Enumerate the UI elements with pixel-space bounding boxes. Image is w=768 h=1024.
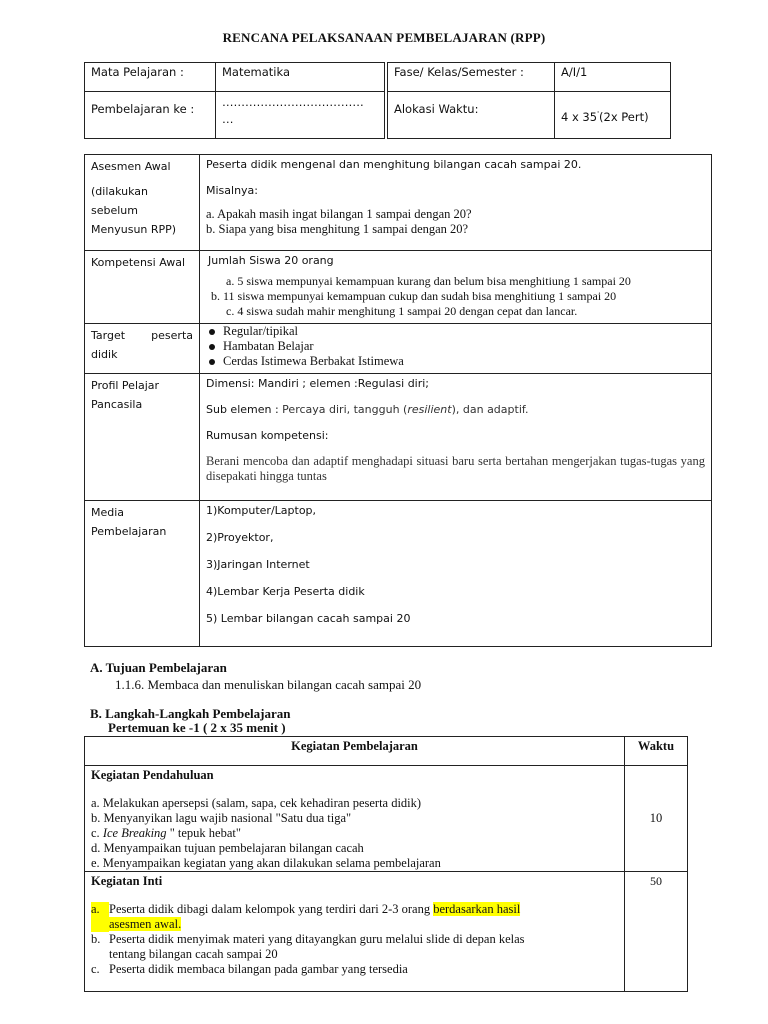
pendahuluan-cell — [85, 766, 625, 872]
media-label: Media Pembelajaran — [85, 501, 200, 647]
misalnya: Misalnya: — [206, 184, 259, 197]
asesmen-label-2: (dilakukan sebelum Menyusun RPP) — [91, 185, 177, 236]
inti-waktu: 50 — [625, 872, 688, 992]
target-item: Hambatan Belajar — [206, 339, 705, 354]
activity-table — [84, 736, 688, 992]
question-a: a. Apakah masih ingat bilangan 1 sampai dengan 20? — [206, 207, 472, 221]
pendahuluan-waktu: 10 — [625, 766, 688, 872]
profil-label: Profil Pelajar Pancasila — [85, 374, 200, 501]
asesmen-label — [85, 155, 200, 251]
media-item: 1)Komputer/Laptop, — [206, 504, 317, 517]
bullet-icon — [209, 359, 215, 365]
question-b: b. Siapa yang bisa menghitung 1 sampai dengan 20? — [206, 222, 469, 236]
kompetensi-a: a. 5 siswa mempunyai kemampuan kurang dan belum bisa menghitiung 1 sampai 20 — [226, 274, 631, 288]
media-item: 2)Proyektor, — [206, 531, 274, 544]
sub-elemen — [206, 403, 705, 416]
alokasi-value — [555, 92, 671, 139]
mapel-value: Matematika — [216, 63, 385, 92]
tujuan-heading: A. Tujuan Pembelajaran — [90, 660, 227, 675]
asesmen-label-1: Asesmen Awal — [91, 160, 171, 173]
pembelajaran-label: Pembelajaran ke : — [85, 92, 216, 139]
inti-c-marker: c. — [91, 962, 100, 976]
target-item: Regular/tipikal — [206, 324, 705, 339]
pembelajaran-dots-2: … — [222, 112, 234, 126]
col-waktu-header: Waktu — [625, 737, 688, 766]
jumlah-siswa: Jumlah Siswa 20 orang — [208, 254, 334, 267]
inti-title: Kegiatan Inti — [91, 874, 163, 888]
inti-a-text: Peserta didik dibagi dalam kelompok yang terdiri dari 2-3 orang — [109, 902, 434, 916]
inti-a-marker: a. — [91, 902, 109, 932]
fase-value: A/I/1 — [555, 63, 671, 92]
inti-cell — [85, 872, 625, 992]
sub-elemen-italic: resilient — [407, 403, 452, 416]
assessment-table — [84, 154, 712, 647]
mapel-label: Mata Pelajaran : — [85, 63, 216, 92]
document-title: RENCANA PELAKSANAAN PEMBELAJARAN (RPP) — [222, 30, 546, 45]
inti-b-marker: b. — [91, 932, 101, 946]
sub-elemen-value-end: ), dan adaptif. — [451, 403, 529, 416]
target-label-2: peserta — [151, 329, 193, 342]
media-content — [200, 501, 712, 647]
pendahuluan-title: Kegiatan Pendahuluan — [91, 768, 214, 782]
pendahuluan-item: a. Melakukan apersepsi (salam, sapa, cek kehadiran peserta didik) — [91, 796, 422, 810]
media-item: 3)Jaringan Internet — [206, 558, 310, 571]
langkah-heading: B. Langkah-Langkah Pembelajaran — [90, 706, 291, 721]
rumusan-label: Rumusan kompetensi: — [206, 429, 329, 442]
pendahuluan-item: b. Menyanyikan lagu wajib nasional "Satu dua tiga" — [91, 811, 352, 825]
inti-item-a — [91, 902, 618, 932]
inti-a-highlight: asesmen awal. — [109, 917, 182, 931]
sub-elemen-label: Sub elemen : — [206, 403, 279, 416]
pembelajaran-dots-1: ………………………………. — [222, 95, 364, 109]
bullet-icon — [209, 329, 215, 335]
inti-a-highlight: berdasarkan hasil — [433, 902, 521, 916]
target-label-1: Target — [91, 329, 126, 342]
target-label — [85, 324, 200, 374]
pendahuluan-item: e. Menyampaikan kegiatan yang akan dilakukan selama pembelajaran — [91, 856, 441, 870]
profil-content — [200, 374, 712, 501]
inti-b-text: tentang bilangan cacah sampai 20 — [109, 947, 278, 961]
alokasi-main: 4 x 35 — [561, 110, 598, 124]
pembelajaran-value — [216, 92, 385, 139]
media-item: 4)Lembar Kerja Peserta didik — [206, 585, 365, 598]
rumusan-text: Berani mencoba dan adaptif menghadapi situasi baru serta bertahan mengerjakan tugas-tugas yang disepakati hingga tuntas — [206, 454, 705, 483]
pendahuluan-item: c. Ice Breaking " tepuk hebat" — [91, 826, 241, 840]
target-label-3: didik — [91, 348, 118, 361]
pertemuan-heading: Pertemuan ke -1 ( 2 x 35 menit ) — [108, 720, 286, 735]
target-content — [200, 324, 712, 374]
inti-item-c — [91, 962, 618, 977]
inti-item-b — [91, 932, 618, 962]
asesmen-content — [200, 155, 712, 251]
alokasi-label: Alokasi Waktu: — [388, 92, 555, 139]
sub-elemen-value: Percaya diri, tangguh ( — [278, 403, 408, 416]
kompetensi-b: b. 11 siswa mempunyai kemampuan cukup dan sudah bisa menghitiung 1 sampai 20 — [211, 289, 617, 303]
inti-b-text: Peserta didik menyimak materi yang ditayangkan guru melalui slide di depan kelas — [109, 932, 525, 946]
col-kegiatan-header: Kegiatan Pembelajaran — [85, 737, 625, 766]
alokasi-sup: ' — [597, 110, 600, 119]
pendahuluan-item: d. Menyampaikan tujuan pembelajaran bilangan cacah — [91, 841, 364, 855]
kompetensi-content — [200, 251, 712, 324]
bullet-icon — [209, 344, 215, 350]
alokasi-tail: (2x Pert) — [599, 110, 649, 124]
inti-c-text: Peserta didik membaca bilangan pada gambar yang tersedia — [109, 962, 408, 976]
kompetensi-label: Kompetensi Awal — [85, 251, 200, 324]
tujuan-item: 1.1.6. Membaca dan menuliskan bilangan cacah sampai 20 — [115, 677, 422, 692]
media-item: 5) Lembar bilangan cacah sampai 20 — [206, 612, 411, 625]
header-table — [84, 62, 671, 139]
target-item: Cerdas Istimewa Berbakat Istimewa — [206, 354, 705, 369]
dimensi: Dimensi: Mandiri ; elemen :Regulasi diri; — [206, 377, 430, 390]
asesmen-line: Peserta didik mengenal dan menghitung bilangan cacah sampai 20. — [206, 158, 582, 171]
kompetensi-c: c. 4 siswa sudah mahir menghitung 1 sampai 20 dengan cepat dan lancar. — [226, 304, 578, 318]
fase-label: Fase/ Kelas/Semester : — [388, 63, 555, 92]
